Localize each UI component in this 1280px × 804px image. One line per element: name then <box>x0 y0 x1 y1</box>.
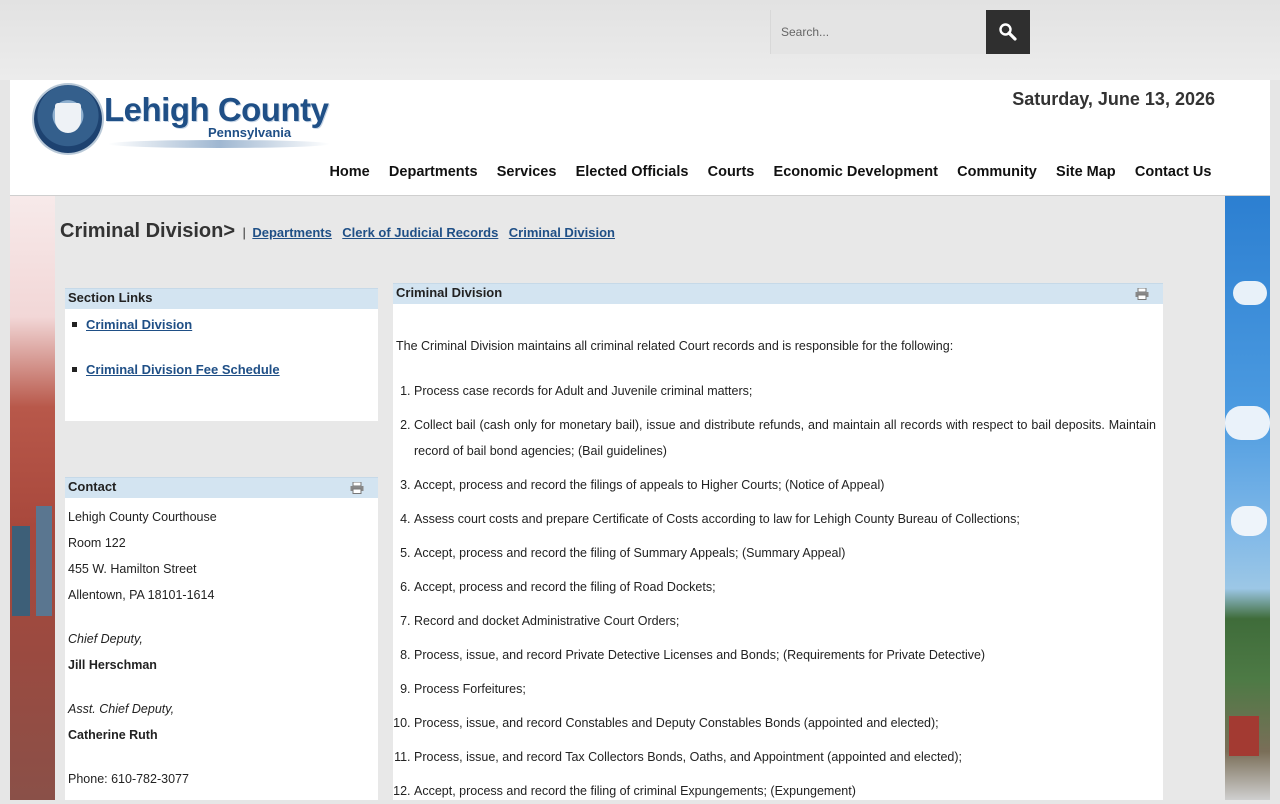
contact-phone: Phone: 610-782-3077 <box>68 772 189 786</box>
site-header <box>10 80 1270 196</box>
search-input[interactable] <box>770 10 986 54</box>
list-item <box>86 317 378 332</box>
nav-services[interactable]: Services <box>496 164 557 180</box>
background-image-left <box>10 196 55 800</box>
nav-courts[interactable]: Courts <box>707 164 755 180</box>
breadcrumb-criminal-division[interactable]: Criminal Division <box>508 225 615 240</box>
contact-address-line: Lehigh County Courthouse <box>68 510 217 524</box>
search-button[interactable] <box>986 10 1030 54</box>
page-title: Criminal Division> <box>60 220 236 242</box>
county-logo[interactable] <box>34 85 334 155</box>
chief-deputy-role: Chief Deputy, <box>68 632 143 646</box>
contact-body <box>65 498 378 792</box>
main-header <box>393 283 1163 304</box>
contact-heading: Contact <box>68 479 117 494</box>
background-image-right <box>1225 196 1270 800</box>
list-item: 10. Process, issue, and record Constables and Deputy Constables Bonds (appointed and elected); <box>414 710 1156 736</box>
main-body <box>393 336 1163 804</box>
duties-list <box>396 378 1156 804</box>
list-item: 5. Accept, process and record the filing of Summary Appeals; (Summary Appeal) <box>414 540 1156 566</box>
search-bar <box>770 10 1030 54</box>
breadcrumb-clerk-of-judicial-records[interactable]: Clerk of Judicial Records <box>342 225 499 240</box>
list-item: 9. Process Forfeitures; <box>414 676 1156 702</box>
nav-contact-us[interactable]: Contact Us <box>1134 164 1212 180</box>
list-item: 3. Accept, process and record the filings of appeals to Higher Courts; (Notice of Appeal) <box>414 472 1156 498</box>
intro-text: The Criminal Division maintains all criminal related Court records and is responsible for the following: <box>396 339 954 353</box>
contact-panel <box>65 477 378 800</box>
print-icon[interactable] <box>350 482 364 494</box>
county-seal-icon <box>34 85 102 153</box>
nav-site-map[interactable]: Site Map <box>1056 164 1116 180</box>
logo-swoosh <box>108 140 330 148</box>
asst-chief-deputy-name: Catherine Ruth <box>68 728 158 742</box>
breadcrumb-separator: | <box>242 225 246 240</box>
list-item: 6. Accept, process and record the filing of Road Dockets; <box>414 574 1156 600</box>
section-link-fee-schedule[interactable]: Criminal Division Fee Schedule <box>86 362 280 377</box>
list-item: 8. Process, issue, and record Private Detective Licenses and Bonds; (Requirements for Private Detective) <box>414 642 1156 668</box>
list-item: 2. Collect bail (cash only for monetary bail), issue and distribute refunds, and maintain all records with respect to bail deposits. Maintain record of bail bond agencies; (Bail guidelines) <box>414 412 1156 464</box>
list-item: 11. Process, issue, and record Tax Collectors Bonds, Oaths, and Appointment (appointed and elected); <box>414 744 1156 770</box>
list-item: 12. Accept, process and record the filing of criminal Expungements; (Expungement) <box>414 778 1156 804</box>
main-nav <box>320 164 1221 180</box>
logo-title: Lehigh County <box>104 91 329 128</box>
section-links-heading: Section Links <box>65 288 378 309</box>
page-content <box>55 196 1225 800</box>
nav-home[interactable]: Home <box>329 164 370 180</box>
breadcrumb-departments[interactable]: Departments <box>252 225 332 240</box>
list-item: 7. Record and docket Administrative Court Orders; <box>414 608 1156 634</box>
section-link-criminal-division[interactable]: Criminal Division <box>86 317 193 332</box>
top-bar <box>0 0 1280 80</box>
list-item <box>86 362 378 377</box>
chief-deputy-name: Jill Herschman <box>68 658 157 672</box>
nav-economic-development[interactable]: Economic Development <box>773 164 938 180</box>
contact-address-line: Allentown, PA 18101-1614 <box>68 588 215 602</box>
print-icon[interactable] <box>1135 288 1149 300</box>
list-item: 1. Process case records for Adult and Juvenile criminal matters; <box>414 378 1156 404</box>
main-heading: Criminal Division <box>396 285 503 300</box>
nav-elected-officials[interactable]: Elected Officials <box>575 164 689 180</box>
section-links-panel <box>65 288 378 421</box>
section-links-list <box>65 317 378 377</box>
contact-address-line: 455 W. Hamilton Street <box>68 562 197 576</box>
search-icon <box>998 22 1018 42</box>
nav-community[interactable]: Community <box>957 164 1037 180</box>
asst-chief-deputy-role: Asst. Chief Deputy, <box>68 702 175 716</box>
contact-header <box>65 477 378 498</box>
breadcrumb <box>60 220 621 243</box>
list-item: 4. Assess court costs and prepare Certificate of Costs according to law for Lehigh County Bureau of Collections; <box>414 506 1156 532</box>
logo-subtitle: Pennsylvania <box>208 125 292 140</box>
main-content-panel <box>393 283 1163 800</box>
current-date: Saturday, June 13, 2026 <box>1012 89 1215 109</box>
nav-departments[interactable]: Departments <box>388 164 478 180</box>
contact-address-line: Room 122 <box>68 536 126 550</box>
